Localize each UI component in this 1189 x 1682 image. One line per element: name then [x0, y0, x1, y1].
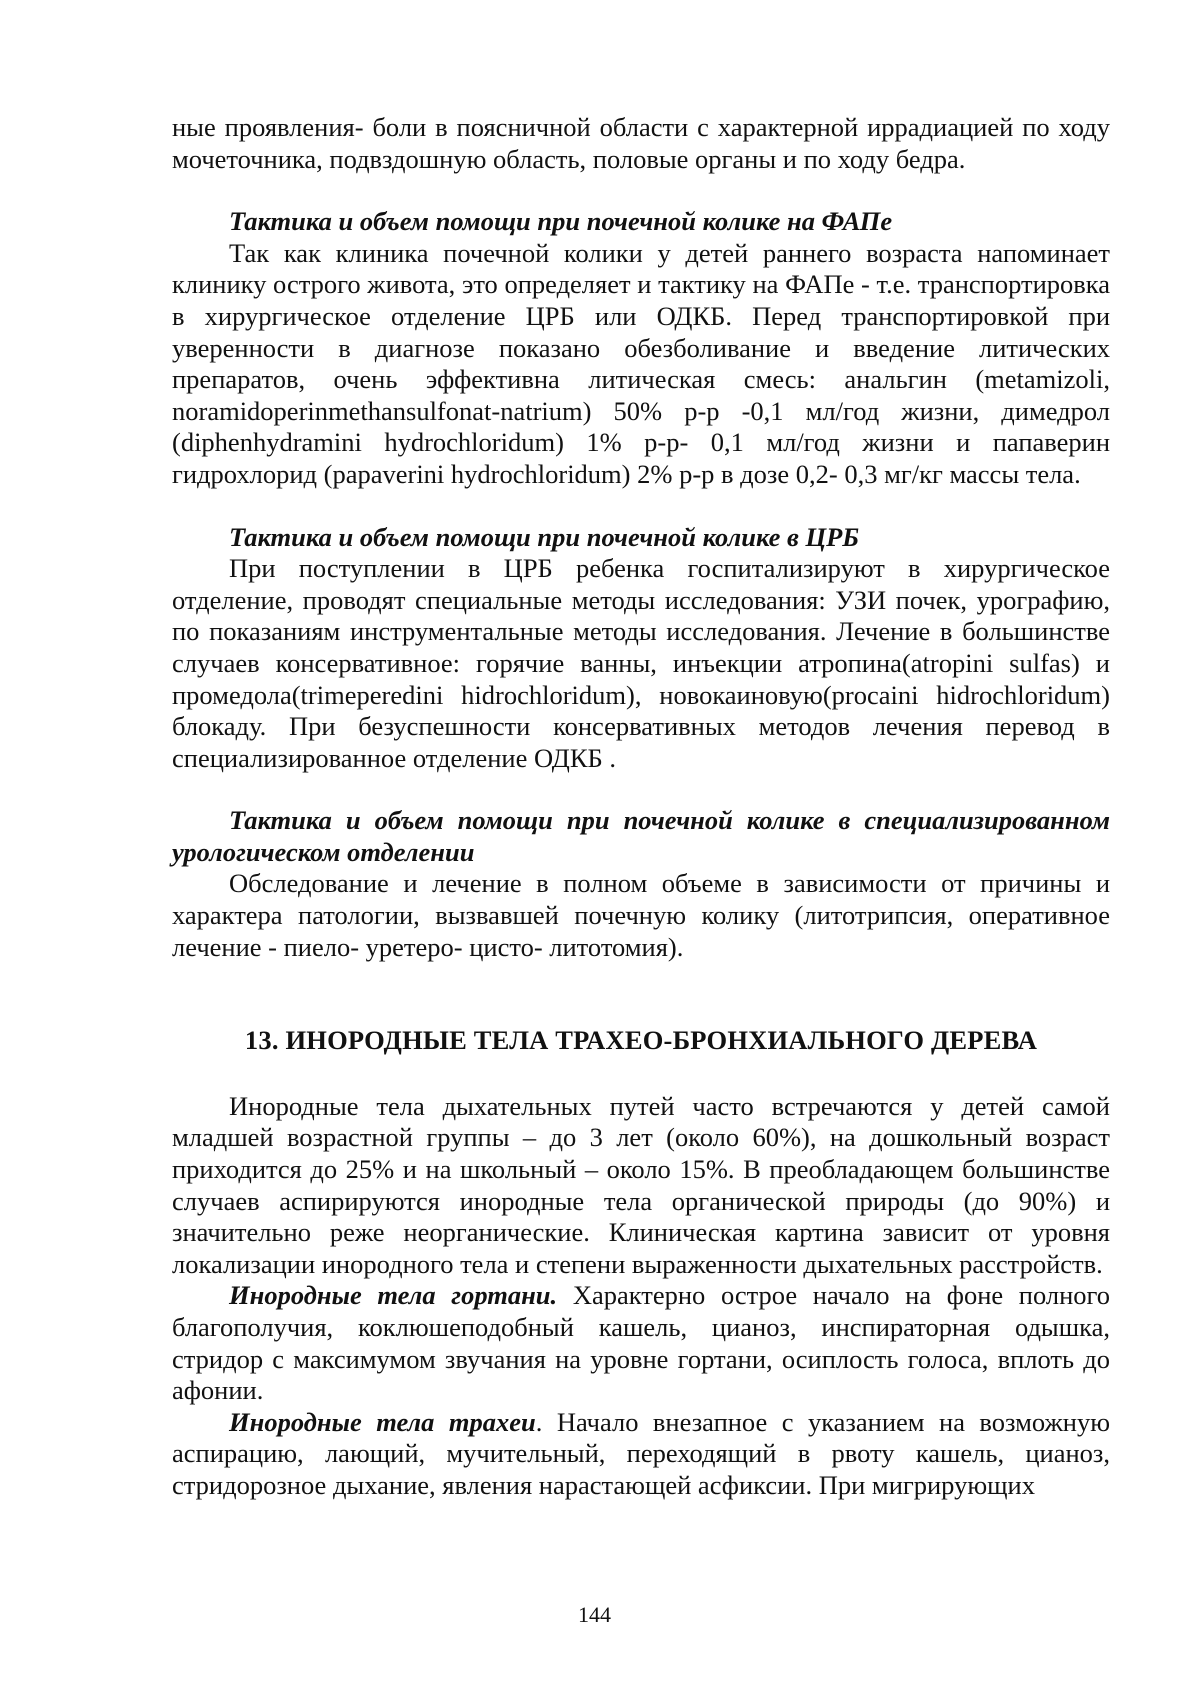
section-heading-urology: Тактика и объем помощи при почечной колике в специализированном урологическом отделении: [172, 805, 1110, 867]
larynx-text: Характерно острое начало на фоне полного благополучия, коклюшеподобный кашель, цианоз, инспираторная одышка, стридор с максимумом звучания на уровне гортани, осиплость голоса, вплоть до афонии.: [172, 1280, 1110, 1406]
intro-paragraph: ные проявления- боли в поясничной области с характерной иррадиацией по ходу мочеточника, подвздошную область, половые органы и по ходу бедра.: [172, 112, 1110, 174]
section-body-urology: Обследование и лечение в полном объеме в зависимости от причины и характера патологии, вызвавшей почечную колику (литотрипсия, оперативное лечение - пиело- уретеро- цисто- литотомия).: [172, 868, 1110, 962]
section-heading-crb: Тактика и объем помощи при почечной колике в ЦРБ: [229, 521, 860, 552]
trachea-text: . Начало внезапное с указанием на возможную аспирацию, лающий, мучительный, переходящий в рвоту кашель, цианоз, стридорозное дыхание, явления нарастающей асфиксии. При мигрирующих: [172, 1406, 1110, 1500]
section-crb: [172, 522, 1110, 775]
spacer: [172, 175, 1110, 206]
spacer: [172, 1057, 1110, 1091]
chapter-title: 13. ИНОРОДНЫЕ ТЕЛА ТРАХЕО-БРОНХИАЛЬНОГО ДЕРЕВА: [244, 1025, 1038, 1056]
chapter-intro-paragraph: Инородные тела дыхательных путей часто встречаются у детей самой младшей возрастной группы – до 3 лет (около 60%), на дошкольный возраст приходится до 25% и на школьный – около 15%. В преобладающем большинстве случаев аспирируются инородные тела органической природы (до 90%) и значительно реже неорганические. Клиническая картина зависит от уровня локализации инородного тела и степени выраженности дыхательных расстройств.: [172, 1090, 1110, 1279]
section-body-fap: Так как клиника почечной колики у детей раннего возраста напоминает клинику острого живота, это определяет и тактику на ФАПе - т.е. транспортировка в хирургическое отделение ЦРБ или ОДКБ. Перед транспортировкой при уверенности в диагнозе показано обезболивание и введение литических препаратов, очень эффективна литическая смесь: анальгин (metamizoli, noramidoperinmethansulfonat-natrium) 50% р-р -0,1 мл/год жизни, димедрол (diphenhydramini hydrochloridum) 1% р-р- 0,1 мл/год жизни и папаверин гидрохлорид (papaverini hydrochloridum) 2% р-р в дозе 0,2- 0,3 мг/кг массы тела.: [172, 237, 1110, 489]
section-urology: [172, 805, 1110, 963]
page-number: 144: [578, 1602, 611, 1627]
larynx-lead: Инородные тела гортани.: [229, 1280, 558, 1311]
section-heading-fap: Тактика и объем помощи при почечной колике на ФАПе: [229, 206, 893, 237]
trachea-lead: Инородные тела трахеи: [229, 1406, 536, 1437]
section-body-crb: При поступлении в ЦРБ ребенка госпитализируют в хирургическое отделение, проводят специальные методы исследования: УЗИ почек, урографию, по показаниям инструментальные методы исследования. Лечение в большинстве случаев консервативное: горячие ванны, инъекции атропина(atropini sulfas) и промедола(trimeperedini hidrochloridum), новокаиновую(procaini hidrochloridum) блокаду. При безуспешности консервативных методов лечения перевод в специализированное отделение ОДКБ .: [172, 553, 1110, 773]
spacer: [172, 491, 1110, 522]
trachea-paragraph: [172, 1407, 1110, 1502]
larynx-paragraph: [172, 1280, 1110, 1406]
spacer: [172, 774, 1110, 805]
spacer: [172, 963, 1110, 1025]
document-page: [172, 112, 1110, 1502]
section-fap: [172, 206, 1110, 490]
